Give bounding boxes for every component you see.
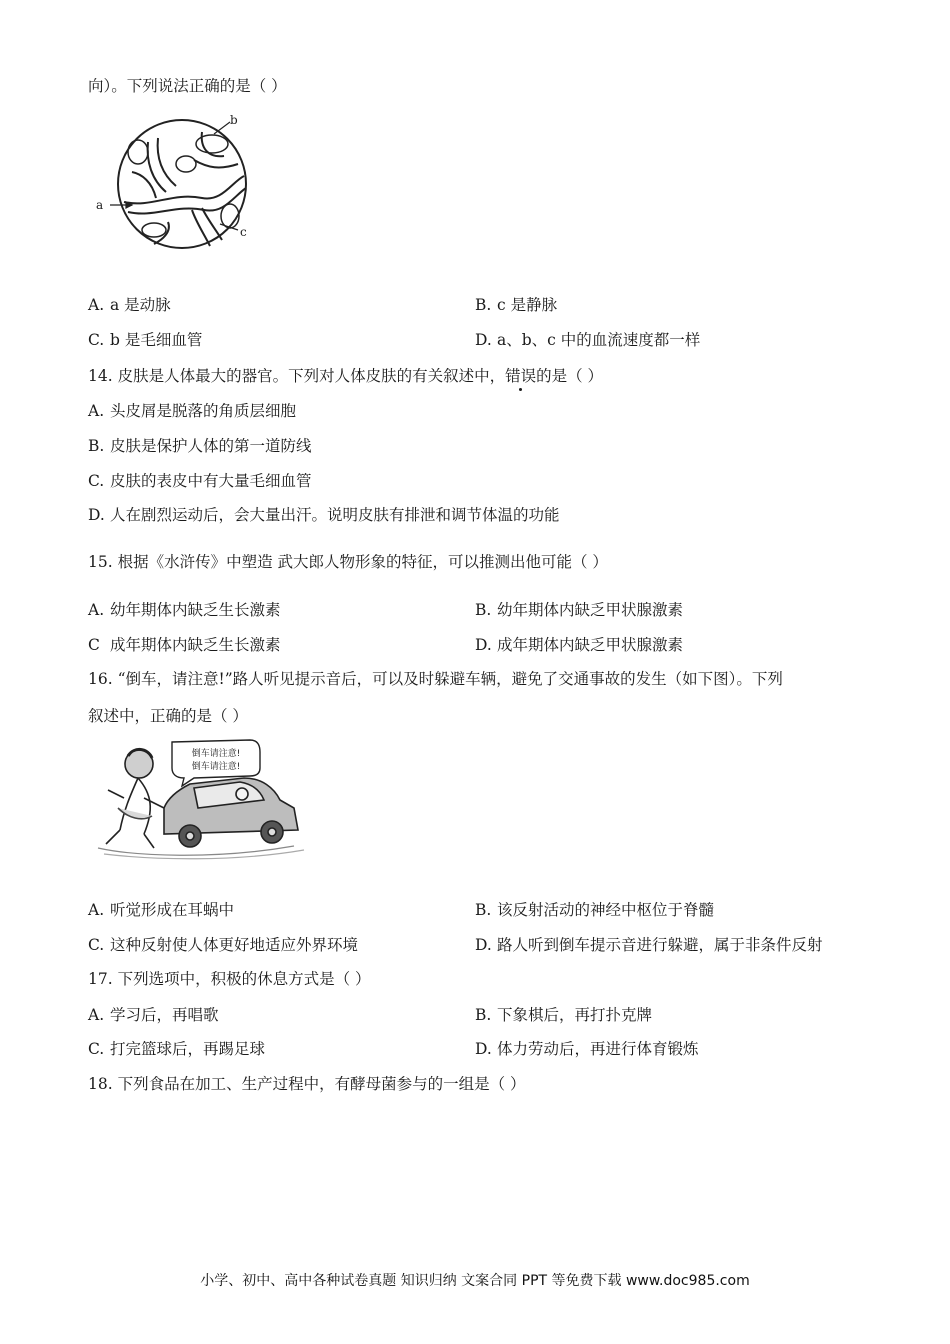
q14-option-c: C. 皮肤的表皮中有大量毛细血管: [88, 472, 312, 490]
q15-option-b: B. 幼年期体内缺乏甲状腺激素: [475, 601, 684, 619]
q13-option-d: D. a、b、c 中的血流速度都一样: [475, 331, 701, 349]
q14-option-b: B. 皮肤是保护人体的第一道防线: [88, 437, 312, 455]
q16-stem-line2: 叙述中，正确的是（ ）: [88, 707, 248, 725]
q13-option-b: B. c 是静脉: [475, 296, 558, 314]
figure-label-b: b: [230, 113, 238, 127]
q13-stem-tail: 向）。下列说法正确的是（ ）: [88, 77, 287, 95]
q17-option-a: A. 学习后，再唱歌: [88, 1006, 219, 1024]
bubble-text-1: 倒车请注意!: [191, 749, 241, 759]
pedestrian: [106, 749, 164, 848]
q15-option-d: D. 成年期体内缺乏甲状腺激素: [475, 636, 684, 654]
q14-stem: 14. 皮肤是人体最大的器官。下列对人体皮肤的有关叙述中，错误的是（ ）: [88, 367, 604, 385]
q16-option-c: C. 这种反射使人体更好地适应外界环境: [88, 936, 359, 954]
page-footer: 小学、初中、高中各种试卷真题 知识归纳 文案合同 PPT 等免费下载 www.doc985.com: [200, 1273, 750, 1289]
figure-label-a: a: [96, 198, 104, 212]
q18-stem: 18. 下列食品在加工、生产过程中，有酵母菌参与的一组是（ ）: [88, 1075, 526, 1093]
q13-option-c: C. b 是毛细血管: [88, 331, 203, 349]
q15-stem: 15. 根据《水浒传》中塑造 武大郎人物形象的特征，可以推测出他可能（ ）: [88, 553, 608, 571]
figure-label-c: c: [240, 225, 247, 239]
q14-option-a: A. 头皮屑是脱落的角质层细胞: [88, 402, 297, 420]
q17-stem: 17. 下列选项中，积极的休息方式是（ ）: [88, 970, 371, 988]
q16-option-d: D. 路人听到倒车提示音进行躲避，属于非条件反射: [475, 936, 823, 954]
blood-vessel-figure: [92, 112, 252, 257]
q15-option-c: C 成年期体内缺乏生长激素: [88, 636, 281, 654]
q16-option-a: A. 听觉形成在耳蜗中: [88, 901, 235, 919]
car-icon: [164, 778, 298, 847]
q13-option-a: A. a 是动脉: [88, 296, 171, 314]
q16-stem-line1: 16. “倒车，请注意!”路人听见提示音后，可以及时躲避车辆，避免了交通事故的发生（如下图）。下列: [88, 670, 783, 688]
q16-option-b: B. 该反射活动的神经中枢位于脊髓: [475, 901, 715, 919]
q14-emphasis: 错误: [505, 367, 537, 385]
q14-option-d: D. 人在剧烈运动后，会大量出汗。说明皮肤有排泄和调节体温的功能: [88, 506, 560, 524]
q17-option-c: C. 打完篮球后，再踢足球: [88, 1040, 266, 1058]
reversing-car-figure: [94, 738, 309, 863]
bubble-text-2: 倒车请注意!: [191, 762, 241, 772]
q17-option-d: D. 体力劳动后，再进行体育锻炼: [475, 1040, 699, 1058]
q17-option-b: B. 下象棋后，再打扑克牌: [475, 1006, 653, 1024]
q15-option-a: A. 幼年期体内缺乏生长激素: [88, 601, 281, 619]
